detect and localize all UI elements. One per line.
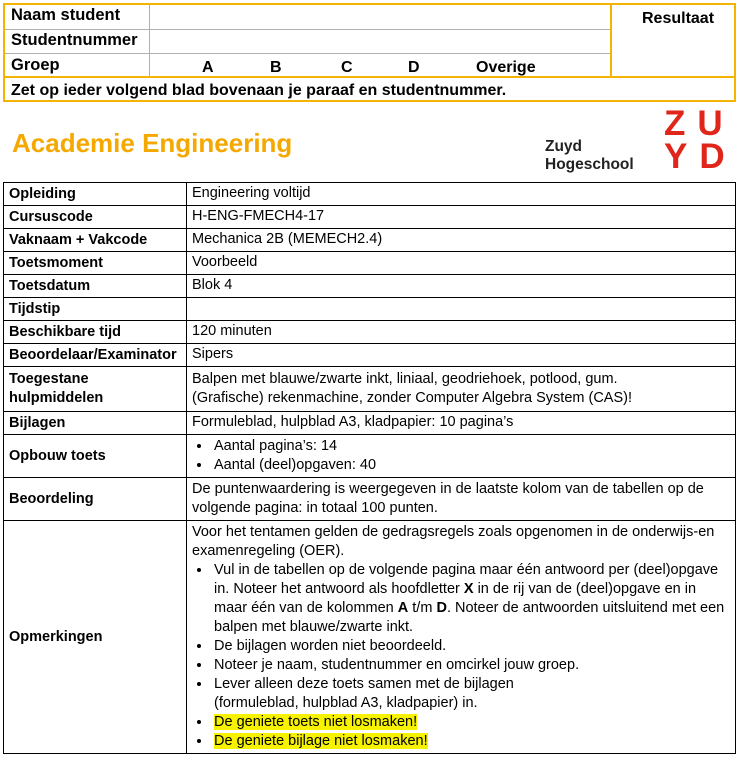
table-row	[4, 298, 736, 321]
list	[192, 437, 730, 475]
list-item	[212, 561, 730, 637]
row-value: Formuleblad, hulpblad A3, kladpapier: 10 pagina’s	[187, 412, 736, 435]
table-row	[4, 521, 736, 754]
list-item	[212, 713, 730, 732]
row-label: Opleiding	[4, 183, 187, 206]
list-item: • Aantal pagina’s: 14	[212, 437, 730, 456]
row-value	[187, 521, 736, 754]
logo-text	[545, 138, 634, 174]
row-label: Beoordeling	[4, 478, 187, 521]
table-row	[4, 252, 736, 275]
remarks-intro: Voor het tentamen gelden de gedragsregels zoals opgenomen in de onderwijs-en examenregeling (OER).	[192, 524, 715, 559]
list-item: • De bijlagen worden niet beoordeeld.	[212, 637, 730, 656]
text: Vul in de tabellen op de volgende pagina maar één antwoord per (deel)opgave in. Noteer het antwoord als hoofdletter	[214, 562, 719, 597]
divider	[5, 29, 610, 30]
list-item	[212, 675, 730, 713]
table-row	[4, 412, 736, 435]
logo-mark-line2: YD	[664, 137, 737, 176]
list-item: • Noteer je naam, studentnummer en omcirkel jouw groep.	[212, 656, 730, 675]
student-name-label: Naam student	[11, 6, 121, 24]
row-label-line: hulpmiddelen	[9, 390, 104, 406]
list-item	[212, 732, 730, 751]
logo-name-line2: Hogeschool	[545, 156, 634, 173]
row-label: Opmerkingen	[4, 521, 187, 754]
row-value: H-ENG-FMECH4-17	[187, 206, 736, 229]
text: . Noteer de antwoorden uitsluitend met een balpen met blauwe/zwarte inkt.	[214, 600, 725, 635]
row-value	[187, 435, 736, 478]
divider	[5, 76, 734, 78]
logo-name-line1: Zuyd	[545, 138, 583, 155]
list	[192, 561, 730, 751]
text-bold: D	[436, 600, 447, 616]
table-row	[4, 183, 736, 206]
row-value: 120 minuten	[187, 321, 736, 344]
text-bold: A	[397, 600, 409, 616]
group-option-d[interactable]: D	[408, 59, 420, 76]
row-label: Toetsmoment	[4, 252, 187, 275]
text: • Lever alleen deze toets samen met de bijlagen	[214, 676, 514, 692]
row-value: Voorbeeld	[187, 252, 736, 275]
row-label: Beschikbare tijd	[4, 321, 187, 344]
text: t/m	[408, 600, 437, 616]
logo-mark-line1: ZU	[664, 104, 735, 143]
table-row	[4, 435, 736, 478]
row-value: De puntenwaardering is weergegeven in de laatste kolom van de tabellen op de volgende pagina: in totaal 100 punten.	[187, 478, 736, 521]
divider	[149, 5, 150, 77]
divider	[5, 53, 610, 54]
exam-info-table	[3, 182, 736, 754]
row-label: Beoordelaar/Examinator	[4, 344, 187, 367]
row-label: Toetsdatum	[4, 275, 187, 298]
highlighted-warning: De geniete bijlage niet losmaken!	[214, 733, 428, 749]
row-value-line: (Grafische) rekenmachine, zonder Computer Algebra System (CAS)!	[192, 390, 633, 406]
row-label: Tijdstip	[4, 298, 187, 321]
row-label: Cursuscode	[4, 206, 187, 229]
table-row	[4, 367, 736, 412]
zuyd-logo-icon	[664, 104, 737, 176]
row-value	[187, 298, 736, 321]
row-label: Bijlagen	[4, 412, 187, 435]
group-label: Groep	[11, 56, 60, 74]
row-label	[4, 367, 187, 412]
divider	[610, 5, 612, 77]
student-number-label: Studentnummer	[11, 31, 138, 49]
table-row	[4, 275, 736, 298]
row-value-line: Balpen met blauwe/zwarte inkt, liniaal, geodriehoek, potlood, gum.	[192, 371, 618, 387]
page-title: Academie Engineering	[12, 128, 293, 158]
row-value: Blok 4	[187, 275, 736, 298]
table-row	[4, 344, 736, 367]
group-option-a[interactable]: A	[202, 59, 214, 76]
row-label: Vaknaam + Vakcode	[4, 229, 187, 252]
group-option-c[interactable]: C	[341, 59, 353, 76]
group-option-b[interactable]: B	[270, 59, 282, 76]
text: in de rij van de (deel)opgave en in maar één van de kolommen	[214, 581, 697, 616]
row-value: Mechanica 2B (MEMECH2.4)	[187, 229, 736, 252]
student-info-box	[3, 3, 736, 102]
table-row	[4, 229, 736, 252]
row-value: Sipers	[187, 344, 736, 367]
result-label: Resultaat	[642, 10, 715, 27]
row-value	[187, 367, 736, 412]
table-row	[4, 478, 736, 521]
table-row	[4, 321, 736, 344]
text: (formuleblad, hulpblad A3, kladpapier) in.	[214, 695, 478, 711]
row-value: Engineering voltijd	[187, 183, 736, 206]
highlighted-warning: De geniete toets niet losmaken!	[214, 714, 418, 730]
row-label: Opbouw toets	[4, 435, 187, 478]
text-bold: X	[463, 581, 474, 597]
list-item: • Aantal (deel)opgaven: 40	[212, 456, 730, 475]
row-label-line: Toegestane	[9, 371, 89, 387]
group-option-other[interactable]: Overige	[476, 59, 536, 76]
table-row	[4, 206, 736, 229]
instruction-text: Zet op ieder volgend blad bovenaan je paraaf en studentnummer.	[11, 82, 507, 99]
